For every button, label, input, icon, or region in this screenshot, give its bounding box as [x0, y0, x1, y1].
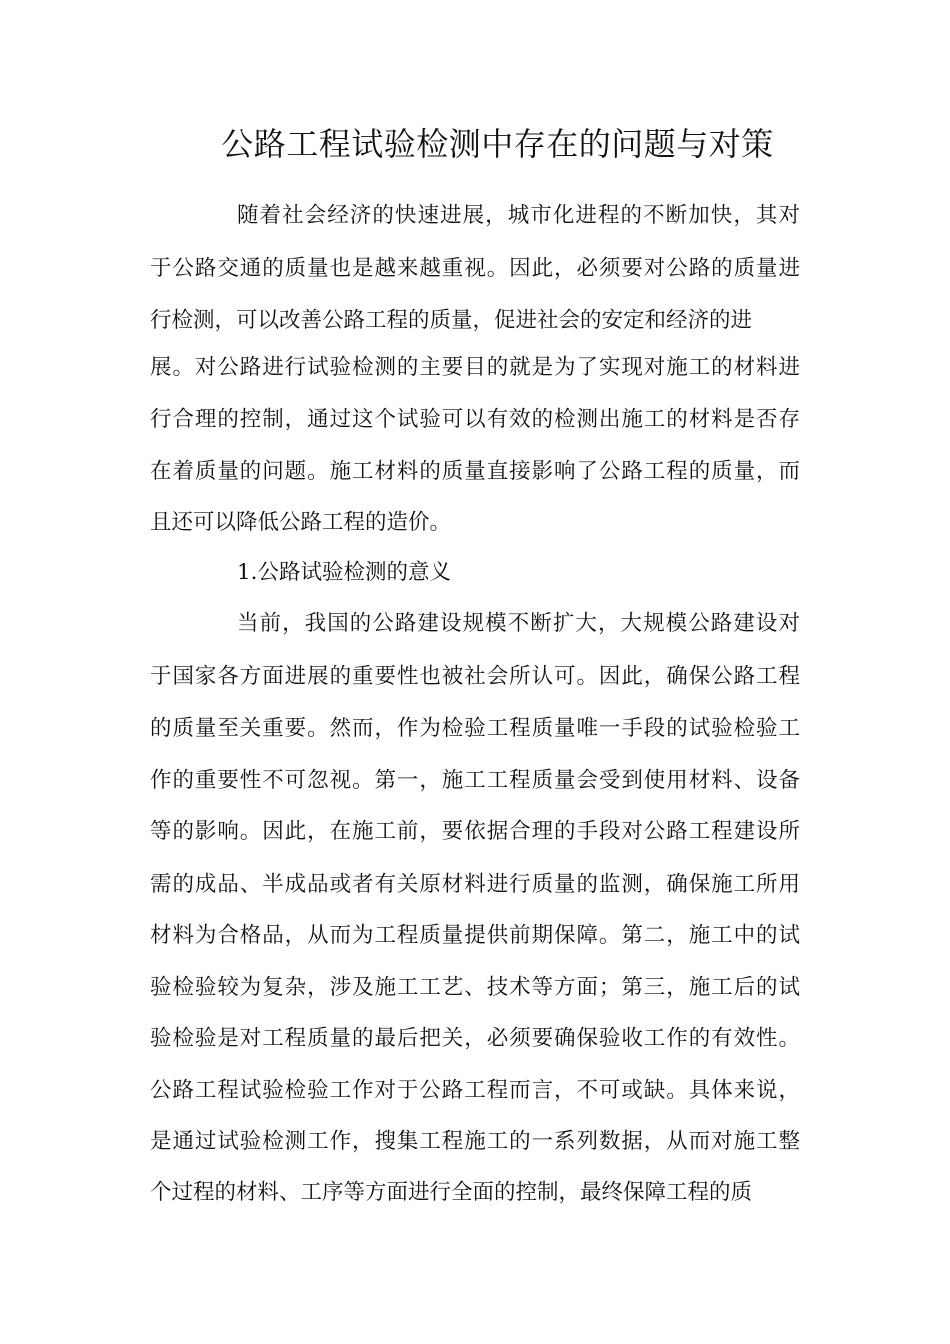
- paragraph-2-line-4: 作的重要性不可忽视。第一，施工工程质量会受到使用材料、设备: [150, 768, 800, 793]
- paragraph-2-line-3: 的质量至关重要。然而，作为检验工程质量唯一手段的试验检验工: [150, 716, 800, 741]
- paragraph-1-line-6: 在着质量的问题。施工材料的质量直接影响了公路工程的质量，而: [150, 459, 800, 484]
- paragraph-2-line-11: 是通过试验检测工作，搜集工程施工的一系列数据，从而对施工整: [150, 1129, 800, 1154]
- paragraph-1-line-2: 于公路交通的质量也是越来越重视。因此，必须要对公路的质量进: [150, 256, 800, 281]
- paragraph-2-line-5: 等的影响。因此，在施工前，要依据合理的手段对公路工程建设所: [150, 819, 800, 844]
- paragraph-2-line-9: 验检验是对工程质量的最后把关，必须要确保验收工作的有效性。: [150, 1026, 800, 1051]
- paragraph-2-line-2: 于国家各方面进展的重要性也被社会所认可。因此，确保公路工程: [150, 664, 800, 689]
- paragraph-1-line-5: 行合理的控制，通过这个试验可以有效的检测出施工的材料是否存: [150, 407, 800, 432]
- paragraph-2-line-12: 个过程的材料、工序等方面进行全面的控制，最终保障工程的质: [150, 1180, 753, 1205]
- paragraph-1-line-1: 随着社会经济的快速进展，城市化进程的不断加快，其对: [237, 203, 800, 228]
- paragraph-2-line-6: 需的成品、半成品或者有关原材料进行质量的监测，确保施工所用: [150, 872, 800, 897]
- paragraph-2-line-8: 验检验较为复杂，涉及施工工艺、技术等方面；第三，施工后的试: [150, 975, 800, 1000]
- paragraph-1-line-3: 行检测，可以改善公路工程的质量，促进社会的安定和经济的进: [150, 308, 753, 333]
- paragraph-1-line-7: 且还可以降低公路工程的造价。: [150, 510, 452, 535]
- paragraph-1-line-4: 展。对公路进行试验检测的主要目的就是为了实现对施工的材料进: [150, 355, 800, 380]
- section-heading-1: 1.公路试验检测的意义: [237, 560, 452, 585]
- paragraph-2-line-10: 公路工程试验检验工作对于公路工程而言，不可或缺。具体来说，: [150, 1078, 800, 1103]
- paragraph-2-line-1: 当前，我国的公路建设规模不断扩大，大规模公路建设对: [237, 611, 800, 636]
- paragraph-2-line-7: 材料为合格品，从而为工程质量提供前期保障。第二，施工中的试: [150, 923, 800, 948]
- document-title: 公路工程试验检测中存在的问题与对策: [221, 125, 774, 163]
